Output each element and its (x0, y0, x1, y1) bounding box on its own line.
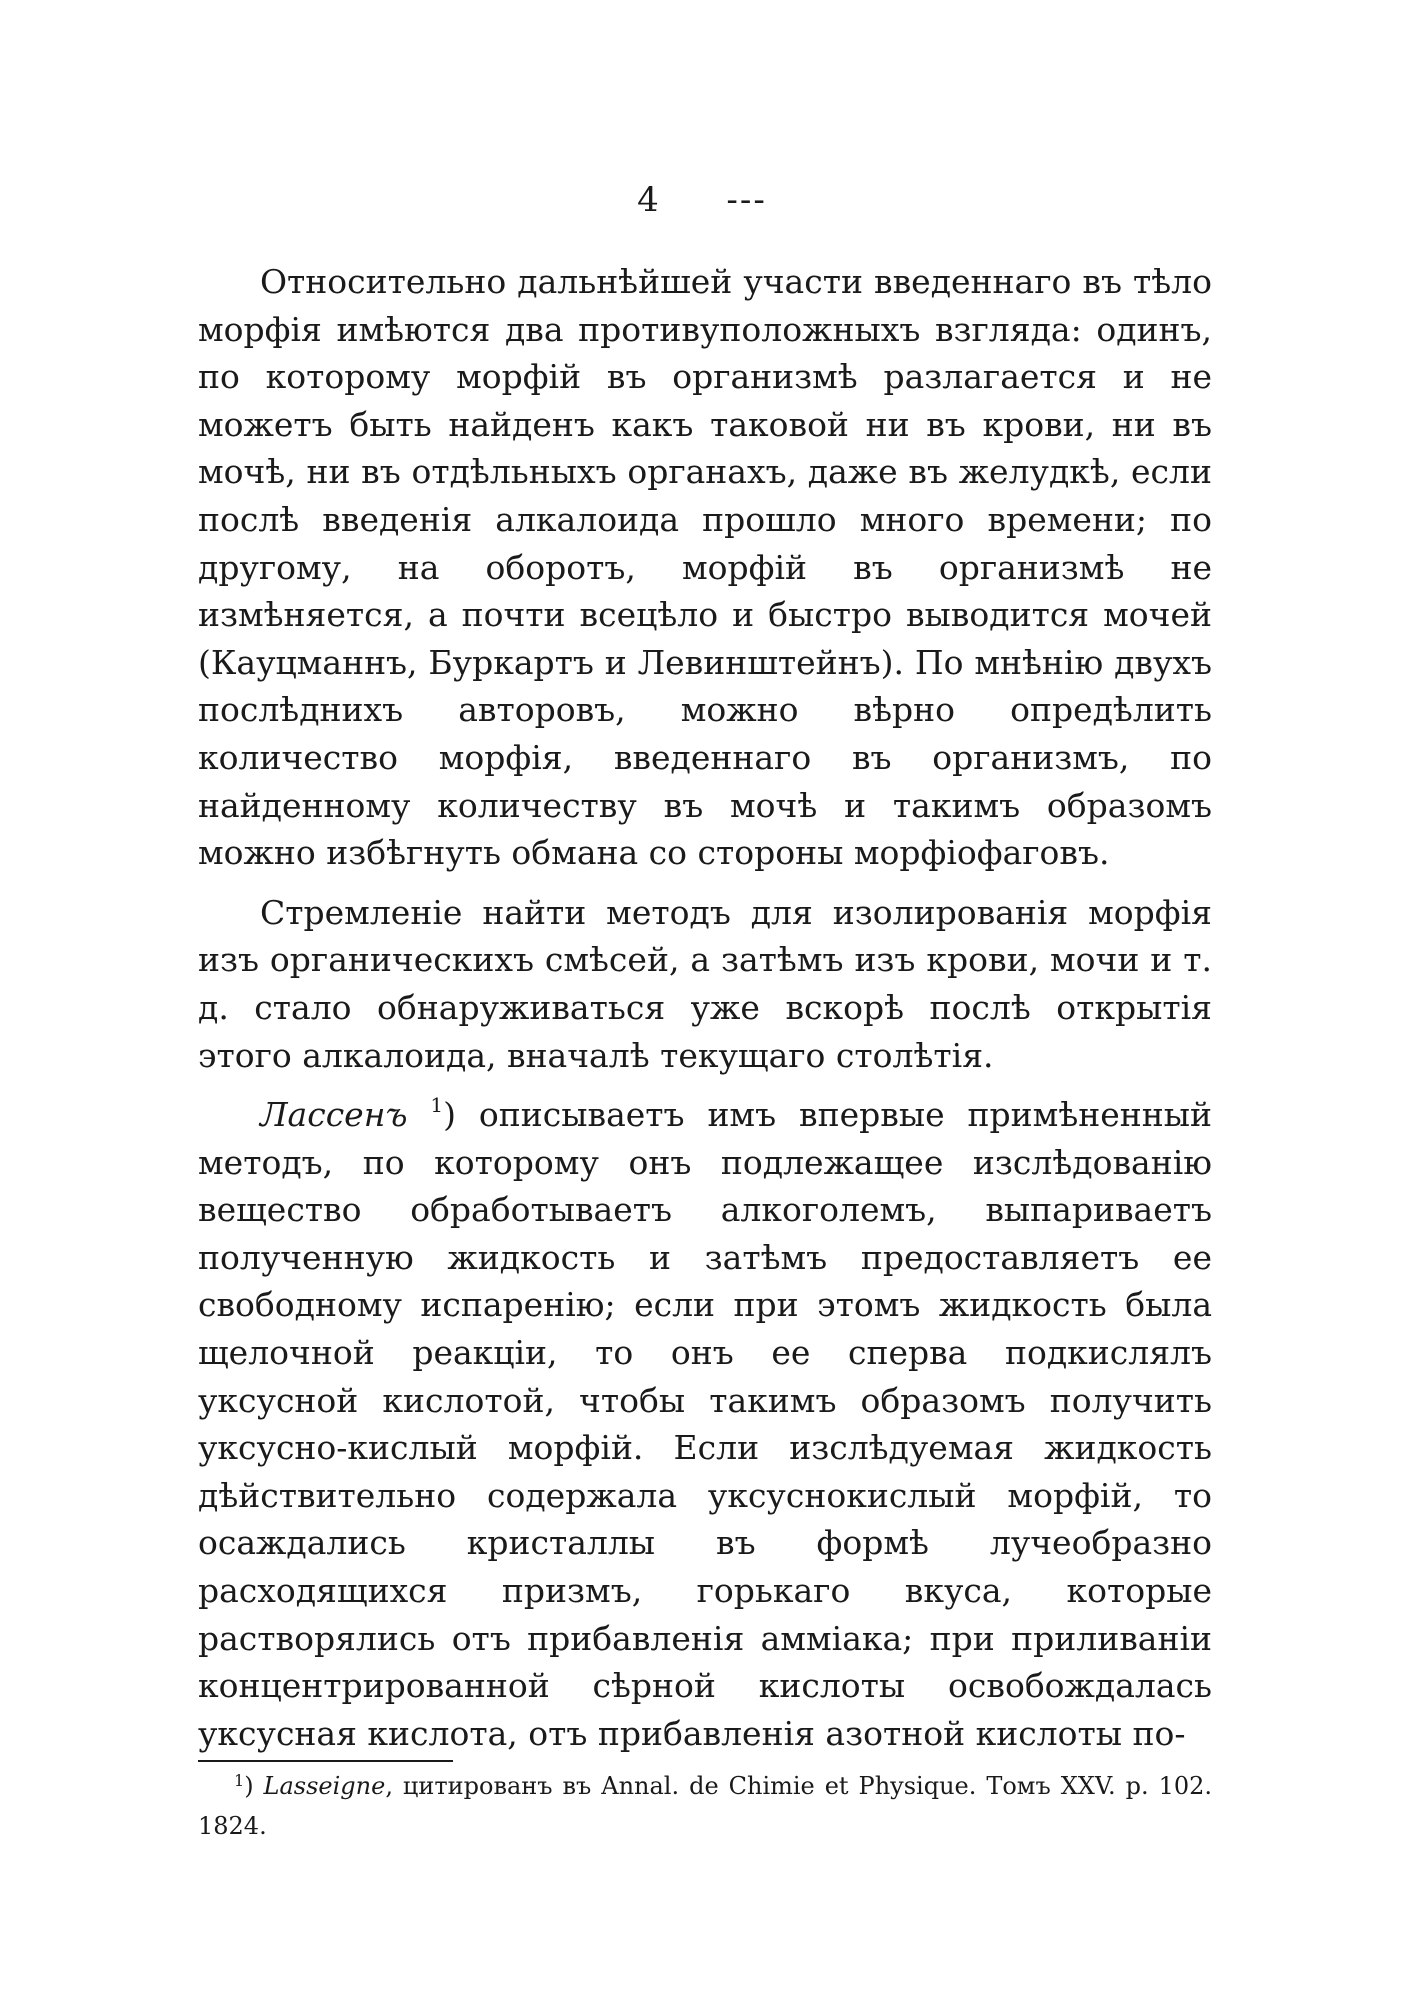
footnote: $^1$) Lasseigne, цитированъ въ Annal. de Chimie et Physique. Томъ XXV. p. 102. 1824. (198, 1771, 1213, 1840)
footnote-marker: 1 (234, 1771, 245, 1790)
paragraph-lassaigne (198, 1091, 1212, 1757)
footnote-divider (198, 1760, 453, 1762)
page-number-value: 4 (637, 180, 661, 220)
page-number (0, 180, 1404, 220)
paragraph-lassaigne-text: ) описываетъ имъ впервые примѣненный методъ, по которому онъ подлежащее изслѣдованію вещество обработываетъ алкоголемъ, выпариваетъ полученную жидкость и затѣмъ предоставляетъ ее свободному испаренію; если при этомъ жидкость была щелочной реакціи, то онъ ее сперва подкислялъ уксусной кислотой, чтобы такимъ образомъ получить уксусно-кислый морфій. Если изслѣдуемая жидкость дѣйствительно содержала уксуснокислый морфій, то осаждались кристаллы въ формѣ лучеобразно расходящихся призмъ, горькаго вкуса, которые растворялись отъ прибавленія амміака; при приливаніи концентрированной сѣрной кислоты освобождалась уксусная кислота, отъ прибавленія азотной кислоты по- (198, 1095, 1212, 1753)
footnote-author: Lasseigne (263, 1772, 386, 1800)
page-number-dashes: --- (726, 180, 767, 220)
footnote-text: , цитированъ въ Annal. de Chimie et Physique. Томъ XXV. p. 102. 1824. (198, 1772, 1213, 1840)
paragraph-morphine-fate: Относительно дальнѣйшей участи введеннаго въ тѣло морфія имѣются два противуположныхъ взгляда: одинъ, по которому морфій въ организмѣ разлагается и не можетъ быть найденъ какъ таковой ни въ крови, ни въ мочѣ, ни въ отдѣльныхъ органахъ, даже въ желудкѣ, если послѣ введенія алкалоида прошло много времени; по другому, на оборотъ, морфій въ организмѣ не измѣняется, а почти всецѣло и быстро выводится мочей (Кауцманнъ, Буркартъ и Левинштейнъ). По мнѣнію двухъ послѣднихъ авторовъ, можно вѣрно опредѣлить количество морфія, введеннаго въ организмъ, по найденному количеству въ мочѣ и такимъ образомъ можно избѣгнуть обмана со стороны морфіофаговъ. (198, 262, 1212, 873)
paragraph-isolation-method: Стремленіе найти методъ для изолированія морфія изъ органическихъ смѣсей, а затѣмъ изъ крови, мочи и т. д. стало обнаруживаться уже вскорѣ послѣ открытія этого алкалоида, вначалѣ текущаго столѣтія. (198, 892, 1212, 1075)
main-text (198, 258, 1212, 1769)
author-name: Лассенъ (260, 1095, 408, 1135)
footnote-reference: 1 (430, 1093, 444, 1118)
